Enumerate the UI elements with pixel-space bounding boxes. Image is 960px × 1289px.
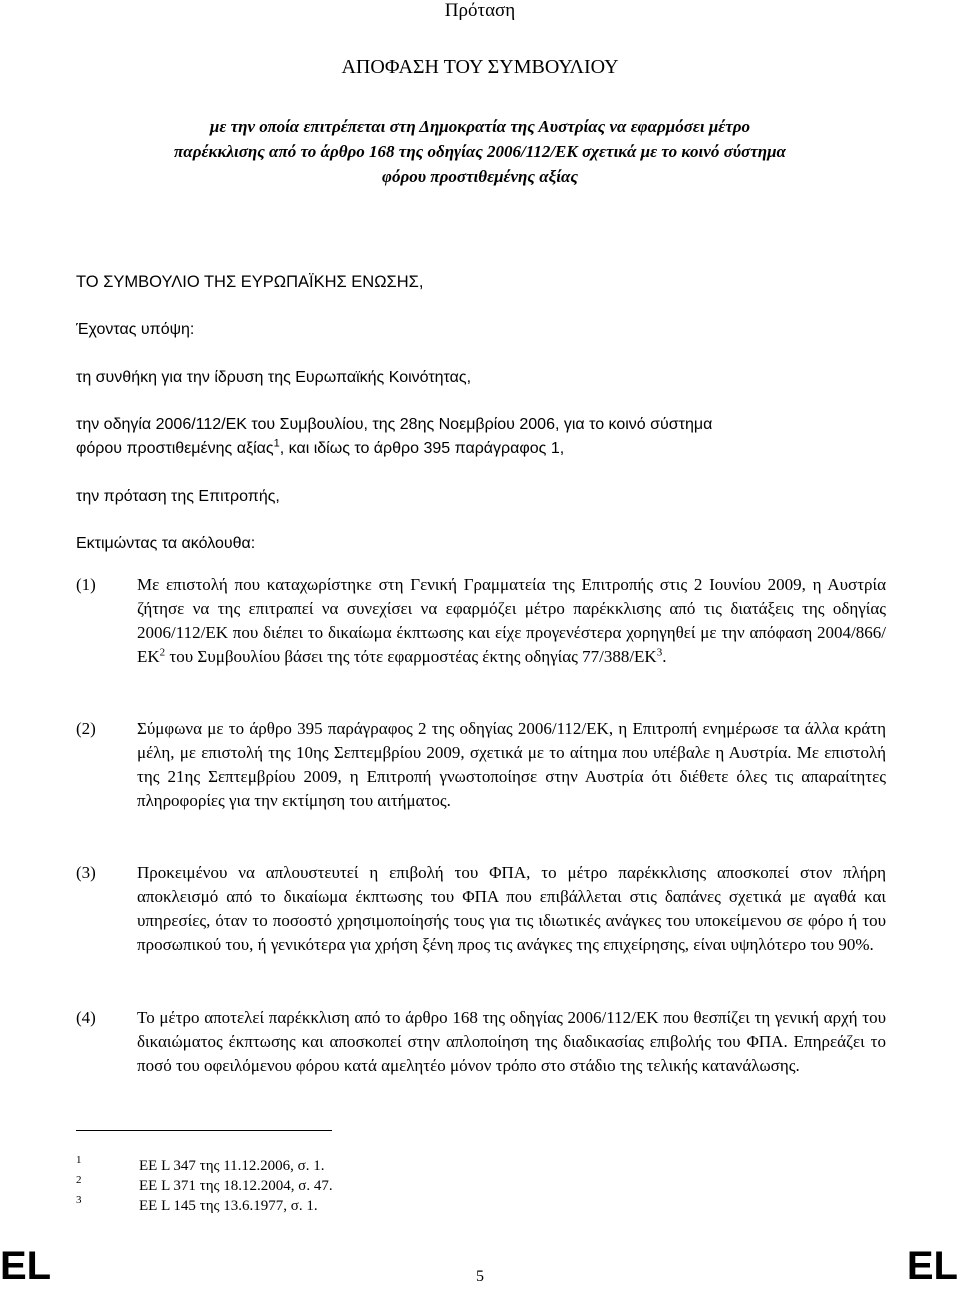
page-number: 5 [476,1268,484,1285]
footnote-separator [76,1130,332,1131]
recital-2 [76,717,886,813]
subtitle-line: παρέκκλισης από το άρθρο 168 της οδηγίας 2006/112/ΕΚ σχετικά με το κοινό σύστημα [174,142,786,161]
recital-text-part: του Συμβουλίου βάσει της τότε εφαρμοστέας έκτης οδηγίας 77/388/ΕΚ [165,647,657,666]
treaty-citation: τη συνθήκη για την ίδρυση της Ευρωπαϊκής Κοινότητας, [76,369,472,386]
recital-text: Σύμφωνα με το άρθρο 395 παράγραφος 2 της οδηγίας 2006/112/ΕΚ, η Επιτροπή ενημέρωσε τα άλλα κράτη μέλη, με επιστολή της 10ης Σεπτεμβρίου 2009, σχετικά με το αίτημα που υπέβαλε η Αυστρία. Με επιστολή της 21ης Σεπτεμβρίου 2009, η Επιτροπή γνωστοποίησε στην Αυστρία ότι διέθετε όλες τις απαραίτητες πληροφορίες για την εκτίμηση του αιτήματος. [137,719,886,810]
decision-subtitle [0,114,960,189]
recital-text [137,573,886,669]
commission-proposal: την πρόταση της Επιτροπής, [76,488,280,505]
directive-line [76,437,886,461]
council-line: ΤΟ ΣΥΜΒΟΥΛΙΟ ΤΗΣ ΕΥΡΩΠΑΪΚΗΣ ΕΝΩΣΗΣ, [76,273,424,291]
footnote-ref: 1 [273,437,280,450]
directive-citation [76,413,886,461]
recital-text-part: . [662,647,667,666]
recital-3 [76,861,886,957]
recital-number: (4) [76,1008,96,1027]
footnote-number: 2 [76,1174,82,1186]
footer-language-right: EL [906,1244,958,1288]
directive-text: , και ιδίως το άρθρο 395 παράγραφος 1, [279,440,565,457]
recital-number: (3) [76,863,96,882]
whereas: Εκτιμώντας τα ακόλουθα: [76,535,256,552]
recital-4 [76,1006,886,1078]
footnote-number: 3 [76,1194,82,1206]
directive-text: φόρου προστιθεμένης αξίας [76,440,274,457]
footnote-text: ΕΕ L 145 της 13.6.1977, σ. 1. [139,1198,318,1214]
footnote-text: ΕΕ L 347 της 11.12.2006, σ. 1. [139,1158,325,1174]
recital-number: (2) [76,719,96,738]
decision-title: ΑΠΟΦΑΣΗ ΤΟΥ ΣΥΜΒΟΥΛΙΟΥ [341,56,619,78]
recital-text-part: Με επιστολή που καταχωρίστηκε στη Γενική Γραμματεία της Επιτροπής στις 2 Ιουνίου 2009, η Αυστρία ζήτησε να της επιτραπεί να συνεχίσει να εφαρμόζει μέτρο παρέκκλισης από τις διατάξεις της οδηγίας 2006/112/ΕΚ που διέπει το δικαίωμα έκπτωσης και είχε προγενέστερα χορηγηθεί με την απόφαση 2004/866/ΕΚ [137,575,886,666]
directive-line: την οδηγία 2006/112/ΕΚ του Συμβουλίου, της 28ης Νοεμβρίου 2006, για το κοινό σύστημα [76,416,713,433]
footnote-number: 1 [76,1154,82,1166]
footnote-ref: 2 [159,646,166,659]
recital-text: Το μέτρο αποτελεί παρέκκλιση από το άρθρο 168 της οδηγίας 2006/112/ΕΚ που θεσπίζει τη γενική αρχή του δικαιώματος έκπτωσης και αποσκοπεί στην απλοποίηση της διαδικασίας επιβολής του ΦΠΑ. Επηρεάζει το ποσό του οφειλόμενου φόρου κατά αμελητέο μόνον τρόπο στο στάδιο της τελικής κατανάλωσης. [137,1008,886,1075]
footnote-ref: 3 [656,646,663,659]
recital-1 [76,573,886,669]
proposal-label: Πρόταση [444,0,516,21]
subtitle-line: φόρου προστιθεμένης αξίας [382,167,578,186]
footnote-text: ΕΕ L 371 της 18.12.2004, σ. 47. [139,1178,333,1194]
recital-text: Προκειμένου να απλουστευτεί η επιβολή του ΦΠΑ, το μέτρο παρέκκλισης αποσκοπεί στον πλήρη αποκλεισμό από το δικαίωμα έκπτωσης του ΦΠΑ που επιβάλλεται στις δαπάνες σχετικά με αγαθά και υπηρεσίες, όταν το ποσοστό χρησιμοποίησής τους για τις ιδιωτικές ανάγκες του υποκείμενου σε φόρο ή του προσωπικού του, ή γενικότερα για χρήση ξένη προς τις ανάγκες της επιχείρησης, είναι υψηλότερο του 90%. [137,863,886,954]
recital-number: (1) [76,575,96,594]
having-regard: Έχοντας υπόψη: [76,321,195,338]
footer-language-left: EL [0,1244,52,1288]
subtitle-line: με την οποία επιτρέπεται στη Δημοκρατία της Αυστρίας να εφαρμόσει μέτρο [209,117,751,136]
